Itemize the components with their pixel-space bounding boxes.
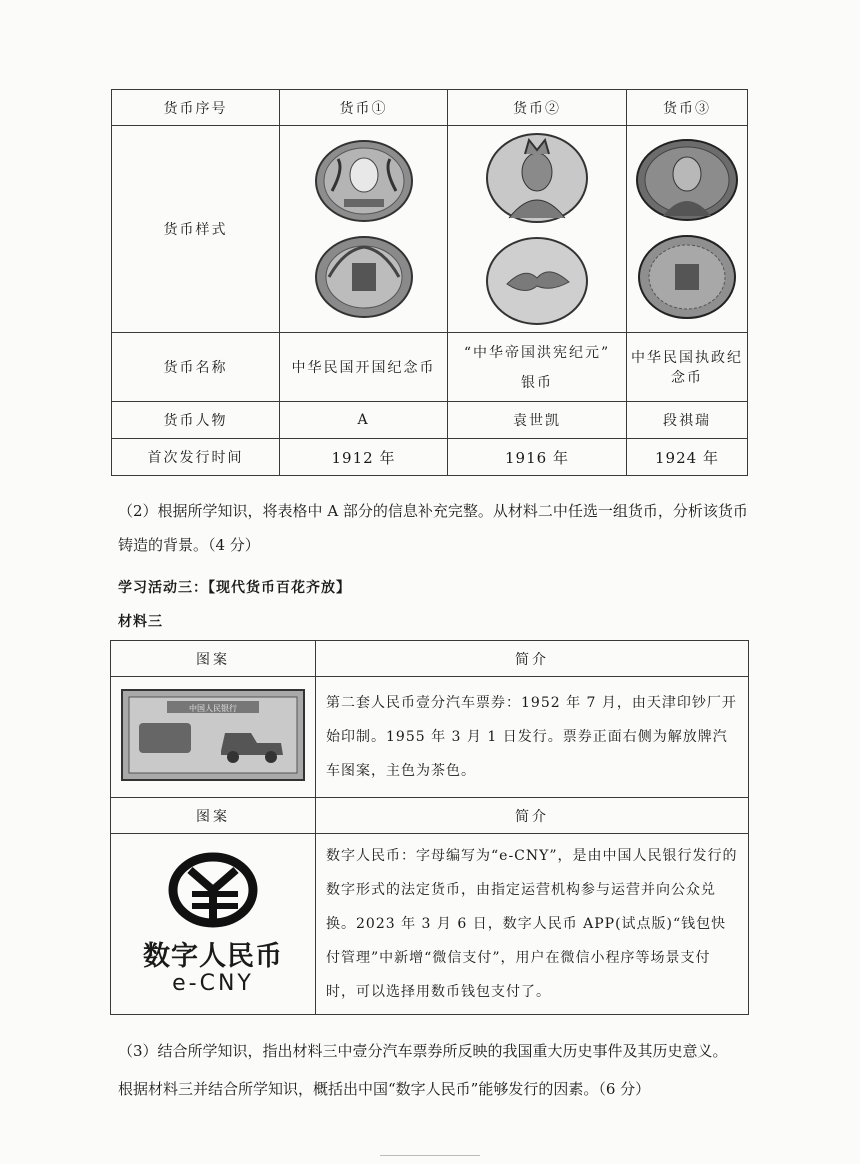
coin-2-name — [448, 333, 627, 402]
row-label-date: 首次发行时间 — [112, 439, 280, 476]
coin-3-date: 1924 年 — [627, 439, 748, 476]
ecny-logo-en: e-CNY — [172, 971, 254, 996]
header-pattern-2: 图案 — [111, 798, 316, 834]
header-intro: 简介 — [316, 641, 749, 677]
coin-3-images — [627, 126, 748, 333]
coin-1-date: 1912 年 — [280, 439, 448, 476]
car-note-description: 第二套人民币壹分汽车票券：1952 年 7 月，由天津印钞厂开始印制。1955 年 3 月 1 日发行。票券正面右侧为解放牌汽车图案，主色为茶色。 — [316, 677, 749, 798]
coin-2-person: 袁世凯 — [448, 402, 627, 439]
coin-1-person: A — [280, 402, 448, 439]
material-3-heading: 材料三 — [118, 614, 163, 630]
modern-currency-table — [110, 640, 749, 1015]
coin-2-images — [448, 126, 627, 333]
coin-3-reverse-image — [637, 234, 737, 320]
car-note-image-cell — [111, 677, 316, 798]
coin-2-obverse-image — [485, 132, 589, 224]
ecny-logo-cn: 数字人民币 — [143, 941, 283, 972]
question-2: （2）根据所学知识，将表格中 A 部分的信息补充完整。从材料二中任选一组货币，分析该货币铸造的背景。（4 分） — [118, 502, 748, 554]
coin-1-name: 中华民国开国纪念币 — [280, 333, 448, 402]
ecny-logo-cell — [111, 834, 316, 1015]
question-3 — [118, 1032, 758, 1108]
coin-2-reverse-image — [485, 236, 589, 326]
ecny-logo — [111, 852, 315, 996]
header-cell: 货币② — [448, 90, 627, 126]
activity-3-heading: 学习活动三：【现代货币百花齐放】 — [118, 580, 351, 596]
row-label-style: 货币样式 — [112, 126, 280, 333]
currency-table — [111, 89, 748, 476]
coin-1-images — [280, 126, 448, 333]
ecny-description: 数字人民币：字母编写为“e-CNY”，是由中国人民银行发行的数字形式的法定货币，由指定运营机构参与运营并向公众兑换。2023 年 3 月 6 日，数字人民币 APP(试点版)“钱包快付管理”中新增“微信支付”，用户在微信小程序等场景支付时，可以选择用数币钱包支付了。 — [316, 834, 749, 1015]
coin-1-reverse-image — [314, 235, 414, 319]
coin-3-person: 段祺瑞 — [627, 402, 748, 439]
coin-2-name-line2: 银币 — [521, 375, 553, 391]
page-footer-mark — [380, 1155, 480, 1162]
row-label-name: 货币名称 — [112, 333, 280, 402]
header-cell: 货币③ — [627, 90, 748, 126]
header-intro-2: 简介 — [316, 798, 749, 834]
coin-3-name: 中华民国执政纪念币 — [627, 333, 748, 402]
header-cell: 货币序号 — [112, 90, 280, 126]
coin-2-name-line1: “中华帝国洪宪纪元” — [463, 345, 611, 361]
header-cell: 货币① — [280, 90, 448, 126]
question-3-line2: 根据材料三并结合所学知识，概括出中国“数字人民币”能够发行的因素。（6 分） — [118, 1080, 651, 1098]
row-label-person: 货币人物 — [112, 402, 280, 439]
coin-3-obverse-image — [635, 138, 739, 222]
coin-2-date: 1916 年 — [448, 439, 627, 476]
question-3-line1: （3）结合所学知识，指出材料三中壹分汽车票券所反映的我国重大历史事件及其历史意义。 — [118, 1042, 728, 1060]
note-bank-text: 中国人民银行 — [189, 704, 237, 713]
coin-1-obverse-image — [314, 139, 414, 223]
header-pattern: 图案 — [111, 641, 316, 677]
ecny-yuan-icon — [168, 852, 258, 928]
car-note-image — [121, 689, 305, 781]
